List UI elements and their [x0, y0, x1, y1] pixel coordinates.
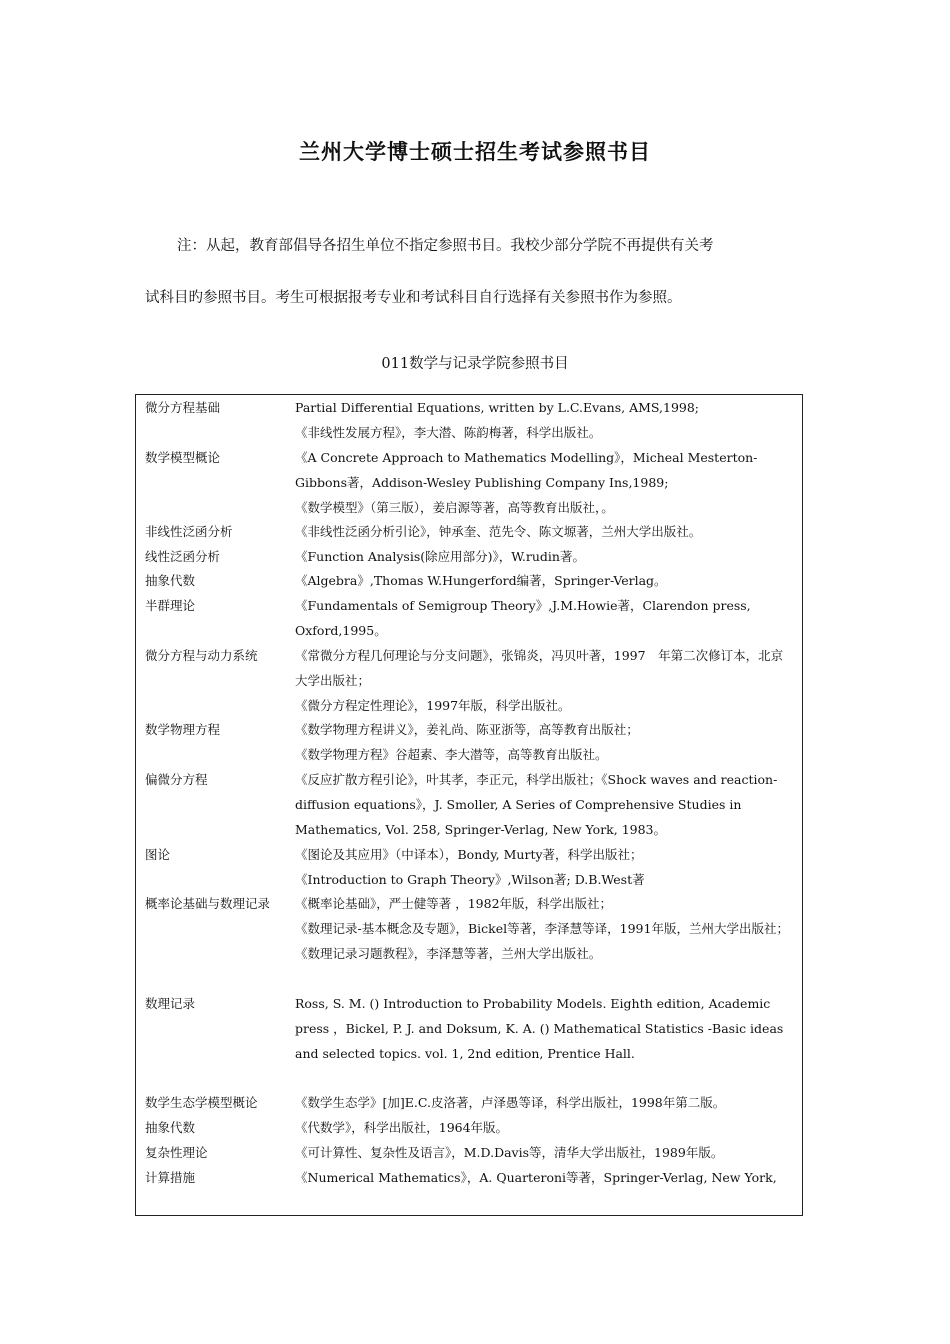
- table-row: [145, 892, 795, 966]
- subject-label: 图论: [145, 847, 171, 862]
- table-row: [145, 992, 795, 1066]
- table-row: [145, 768, 795, 842]
- reference-list: [295, 1166, 795, 1191]
- reference-list: [295, 396, 795, 446]
- subject-label: 微分方程与动力系统: [145, 648, 258, 663]
- table-row: [145, 1166, 795, 1191]
- subject-label: 数学生态学模型概论: [145, 1095, 258, 1110]
- reference-item: Ross, S. M. () Introduction to Probability Models. Eighth edition, Academic press ，Bickel, P. J. and Doksum, K. A. () Mathematical Statistics -Basic ideas and selected topics. vol. 1, 2nd edition, Prentice Hall.: [295, 996, 784, 1061]
- table-row: [145, 396, 795, 446]
- reference-list: [295, 892, 795, 966]
- reference-item: 《数学模型》（第三版），姜启源等著，高等教育出版社，。: [295, 499, 614, 515]
- subject-label: 概率论基础与数理记录: [145, 896, 271, 911]
- reference-item: 《数理记录习题教程》，李泽慧等著，兰州大学出版社。: [295, 945, 602, 961]
- reference-list: [295, 594, 795, 644]
- reference-item: 《Numerical Mathematics》，A. Quarteroni等著，Springer-Verlag, New York,: [295, 1170, 777, 1185]
- reference-list: [295, 843, 795, 893]
- reference-item: 《Function Analysis(除应用部分)》，W.rudin著。: [295, 549, 585, 564]
- reference-item: 《Fundamentals of Semigroup Theory》,J.M.Howie著，Clarendon press, Oxford,1995。: [295, 598, 751, 638]
- reference-item: 《概率论基础》，严士健等著 ，1982年版，科学出版社；: [295, 896, 613, 911]
- page-title: 兰州大学博士硕士招生考试参照书目: [299, 140, 651, 164]
- subject-label: 复杂性理论: [145, 1145, 208, 1160]
- reference-item: 《图论及其应用》（中译本），Bondy, Murty著，科学出版社；: [295, 847, 643, 862]
- table-row: [145, 545, 795, 570]
- table-row: [145, 1141, 795, 1166]
- note-line-1: 注：从起，教育部倡导各招生单位不指定参照书目。我校少部分学院不再提供有关考: [177, 238, 714, 254]
- reference-item: 《A Concrete Approach to Mathematics Modelling》，Micheal Mesterton-Gibbons著，Addison-Wesley Publishing Company Ins,1989;: [295, 450, 758, 490]
- subject-label: 数学物理方程: [145, 722, 221, 737]
- reference-item: 《Algebra》,Thomas W.Hungerford编著，Springer-Verlag。: [295, 573, 667, 588]
- table-row: [145, 1116, 795, 1141]
- reference-item: 《非线性泛函分析引论》，钟承奎、范先令、陈文塬著，兰州大学出版社。: [295, 524, 702, 539]
- subject-label: 偏微分方程: [145, 772, 208, 787]
- reference-item: 《数理记录-基本概念及专题》，Bickel等著，李泽慧等译，1991年版，兰州大学出版社；: [295, 920, 789, 936]
- reference-item: 《非线性发展方程》，李大潜、陈韵梅著，科学出版社。: [295, 424, 602, 440]
- reference-list: [295, 1116, 795, 1141]
- reference-item: 《数学物理方程讲义》，姜礼尚、陈亚浙等，高等教育出版社；: [295, 722, 639, 737]
- reference-list: [295, 545, 795, 570]
- reference-item: 《代数学》，科学出版社，1964年版。: [295, 1120, 509, 1135]
- reference-list: [295, 718, 795, 768]
- table-row: [145, 1091, 795, 1116]
- subject-label: 抽象代数: [145, 573, 196, 588]
- reference-item: 《数学物理方程》谷超素、李大潜等，高等教育出版社。: [295, 746, 608, 762]
- subject-label: 数学模型概论: [145, 450, 221, 465]
- subject-label: 抽象代数: [145, 1120, 196, 1135]
- table-row: [145, 644, 795, 718]
- table-row: [145, 446, 795, 520]
- subject-label: 非线性泛函分析: [145, 524, 233, 539]
- table-row: [145, 520, 795, 545]
- reference-list: [295, 644, 795, 718]
- table-row: [145, 594, 795, 644]
- table-row: [145, 718, 795, 768]
- subject-label: 计算措施: [145, 1170, 196, 1185]
- reference-list: [295, 992, 795, 1066]
- reference-list: [295, 446, 795, 520]
- note-line-2: 试科目旳参照书目。考生可根据报考专业和考试科目自行选择有关参照书作为参照。: [145, 290, 682, 306]
- subject-label: 半群理论: [145, 598, 196, 613]
- reference-list: [295, 1091, 795, 1116]
- subject-label: 线性泛函分析: [145, 549, 221, 564]
- table-row: [145, 843, 795, 893]
- table-row: [145, 569, 795, 594]
- reference-list: [295, 569, 795, 594]
- reference-list: [295, 520, 795, 545]
- reference-item: Partial Differential Equations, written by L.C.Evans, AMS,1998;: [295, 400, 700, 415]
- reference-item: 《数学生态学》[加]E.C.皮洛著，卢泽愚等译，科学出版社，1998年第二版。: [295, 1095, 726, 1110]
- subject-label: 数理记录: [145, 996, 196, 1011]
- reference-item: 《Introduction to Graph Theory》,Wilson著; D.B.West著: [295, 871, 645, 887]
- reference-item: 《反应扩散方程引论》，叶其孝，李正元，科学出版社；《Shock waves and reaction-diffusion equations》，J. Smoller, A Series of Comprehensive Studies in Mathematics, Vol. 258, Springer-Verlag, New York, 1983。: [295, 772, 778, 837]
- reference-item: 《微分方程定性理论》，1997年版，科学出版社。: [295, 697, 571, 713]
- reference-list: [295, 768, 795, 842]
- section-title: 011数学与记录学院参照书目: [381, 356, 569, 372]
- reference-list: [295, 1141, 795, 1166]
- bibliography-table: [135, 394, 803, 1216]
- reference-item: 《常微分方程几何理论与分支问题》，张锦炎，冯贝叶著，1997 年第二次修订本，北京大学出版社；: [295, 648, 784, 688]
- subject-label: 微分方程基础: [145, 400, 221, 415]
- reference-item: 《可计算性、复杂性及语言》，M.D.Davis等，清华大学出版社，1989年版。: [295, 1145, 724, 1160]
